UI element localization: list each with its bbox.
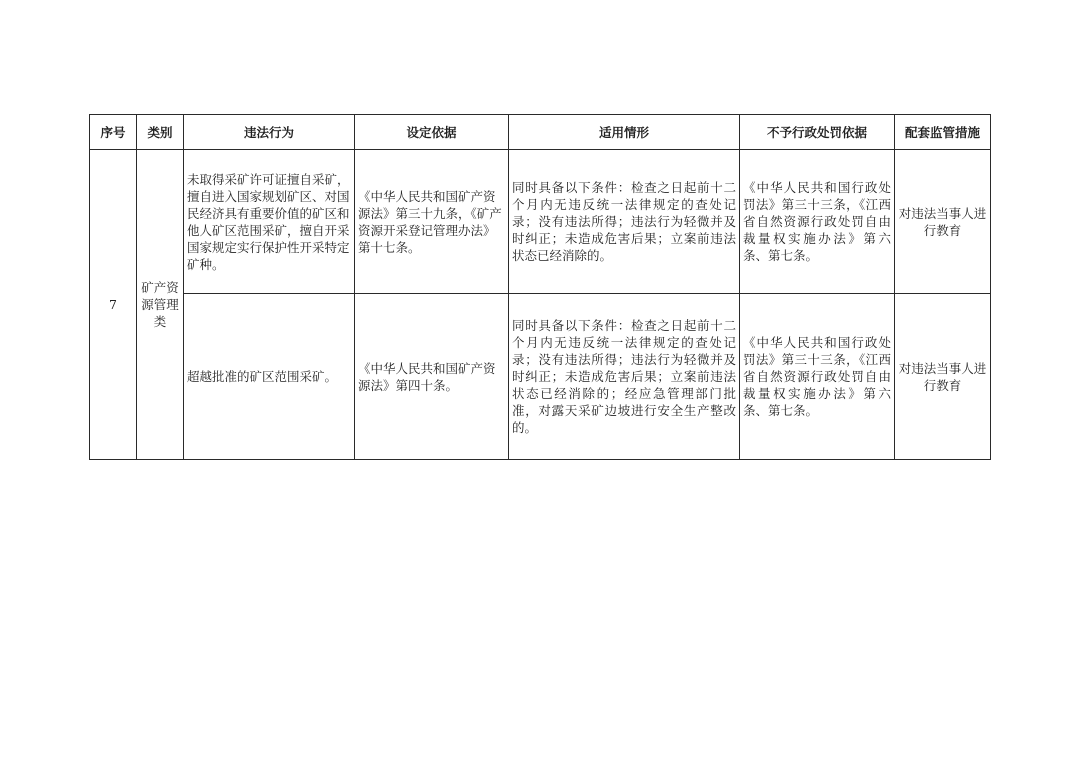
conditions-text: 同时具备以下条件：检查之日起前十二个月内无违反统一法律规定的查处记录；没有违法所得；违法行为轻微并及时纠正；未造成危害后果；立案前违法状态已经消除的。	[512, 180, 736, 263]
header-basis: 设定依据	[355, 115, 509, 150]
table-row	[90, 150, 991, 294]
no-penalty-basis-cell	[740, 150, 895, 294]
table-row	[90, 294, 991, 460]
category-cell: 矿产资源管理类	[137, 150, 184, 460]
header-conditions: 适用情形	[509, 115, 740, 150]
row-number-cell: 7	[90, 150, 137, 460]
act-cell	[184, 294, 355, 460]
basis-cell	[355, 294, 509, 460]
measures-text: 对违法当事人进行教育	[898, 205, 987, 238]
act-text: 超越批准的矿区范围采矿。	[187, 369, 338, 384]
header-no: 序号	[90, 115, 137, 150]
measures-cell	[895, 150, 991, 294]
header-no-penalty-basis: 不予行政处罚依据	[740, 115, 895, 150]
basis-text: 《中华人民共和国矿产资源法》第三十九条，《矿产资源开采登记管理办法》第十七条。	[358, 188, 502, 255]
no-penalty-basis-text: 《中华人民共和国行政处罚法》第三十三条，《江西省自然资源行政处罚自由裁量权实施办法》第六条、第七条。	[743, 335, 891, 418]
act-text: 未取得采矿许可证擅自采矿，擅自进入国家规划矿区、对国民经济具有重要价值的矿区和他人矿区范围采矿，擅自开采国家规定实行保护性开采特定矿种。	[187, 171, 350, 272]
no-penalty-basis-text: 《中华人民共和国行政处罚法》第三十三条，《江西省自然资源行政处罚自由裁量权实施办法》第六条、第七条。	[743, 180, 891, 263]
measures-text: 对违法当事人进行教育	[898, 360, 987, 393]
header-category: 类别	[137, 115, 184, 150]
conditions-cell	[509, 150, 740, 294]
no-penalty-basis-cell	[740, 294, 895, 460]
conditions-cell	[509, 294, 740, 460]
table-header-row	[90, 115, 991, 150]
basis-cell	[355, 150, 509, 294]
measures-cell	[895, 294, 991, 460]
header-act: 违法行为	[184, 115, 355, 150]
header-measures: 配套监管措施	[895, 115, 991, 150]
conditions-text: 同时具备以下条件：检查之日起前十二个月内无违反统一法律规定的查处记录；没有违法所得；违法行为轻微并及时纠正；未造成危害后果；立案前违法状态已经消除的；经应急管理部门批准，对露天采矿边坡进行安全生产整改的。	[512, 318, 736, 435]
regulation-table	[89, 114, 991, 460]
basis-text: 《中华人民共和国矿产资源法》第四十条。	[358, 360, 496, 393]
act-cell	[184, 150, 355, 294]
